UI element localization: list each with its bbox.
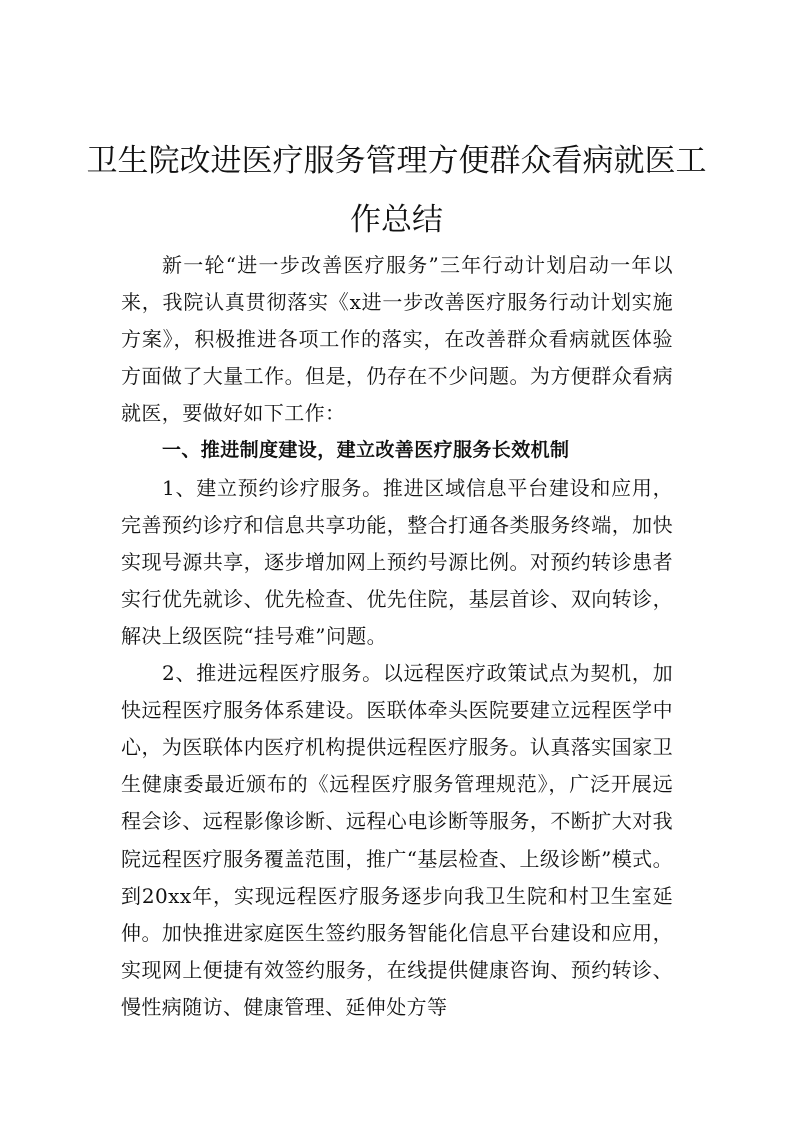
item-2-paragraph: 2、推进远程医疗服务。以远程医疗政策试点为契机，加快远程医疗服务体系建设。医联体牵头医院要建立远程医学中心，为医联体内医疗机构提供远程医疗服务。认真落实国家卫生健康委最近颁布的《远程医疗服务管理规范》，广泛开展远程会诊、远程影像诊断、远程心电诊断等服务，不断扩大对我院远程医疗服务覆盖范围，推广“基层检查、上级诊断”模式。到20xx年，实现远程医疗服务逐步向我卫生院和村卫生室延伸。加快推进家庭医生签约服务智能化信息平台建设和应用，实现网上便捷有效签约服务，在线提供健康咨询、预约转诊、慢性病随访、健康管理、延伸处方等	[121, 661, 673, 1019]
intro-paragraph: 新一轮“进一步改善医疗服务”三年行动计划启动一年以来，我院认真贯彻落实《x进一步改善医疗服务行动计划实施方案》，积极推进各项工作的落实，在改善群众看病就医体验方面做了大量工作。但是，仍存在不少问题。为方便群众看病就医，要做好如下工作：	[121, 253, 673, 426]
document-body	[121, 247, 673, 1026]
section-heading: 一、推进制度建设，建立改善医疗服务长效机制	[162, 439, 570, 462]
item-1-paragraph: 1、建立预约诊疗服务。推进区域信息平台建设和应用，完善预约诊疗和信息共享功能，整合打通各类服务终端，加快实现号源共享，逐步增加网上预约号源比例。对预约转诊患者实行优先就诊、优先检查、优先住院，基层首诊、双向转诊，解决上级医院“挂号难”问题。	[121, 475, 673, 648]
document-title: 卫生院改进医疗服务管理方便群众看病就医工作总结	[86, 143, 707, 238]
